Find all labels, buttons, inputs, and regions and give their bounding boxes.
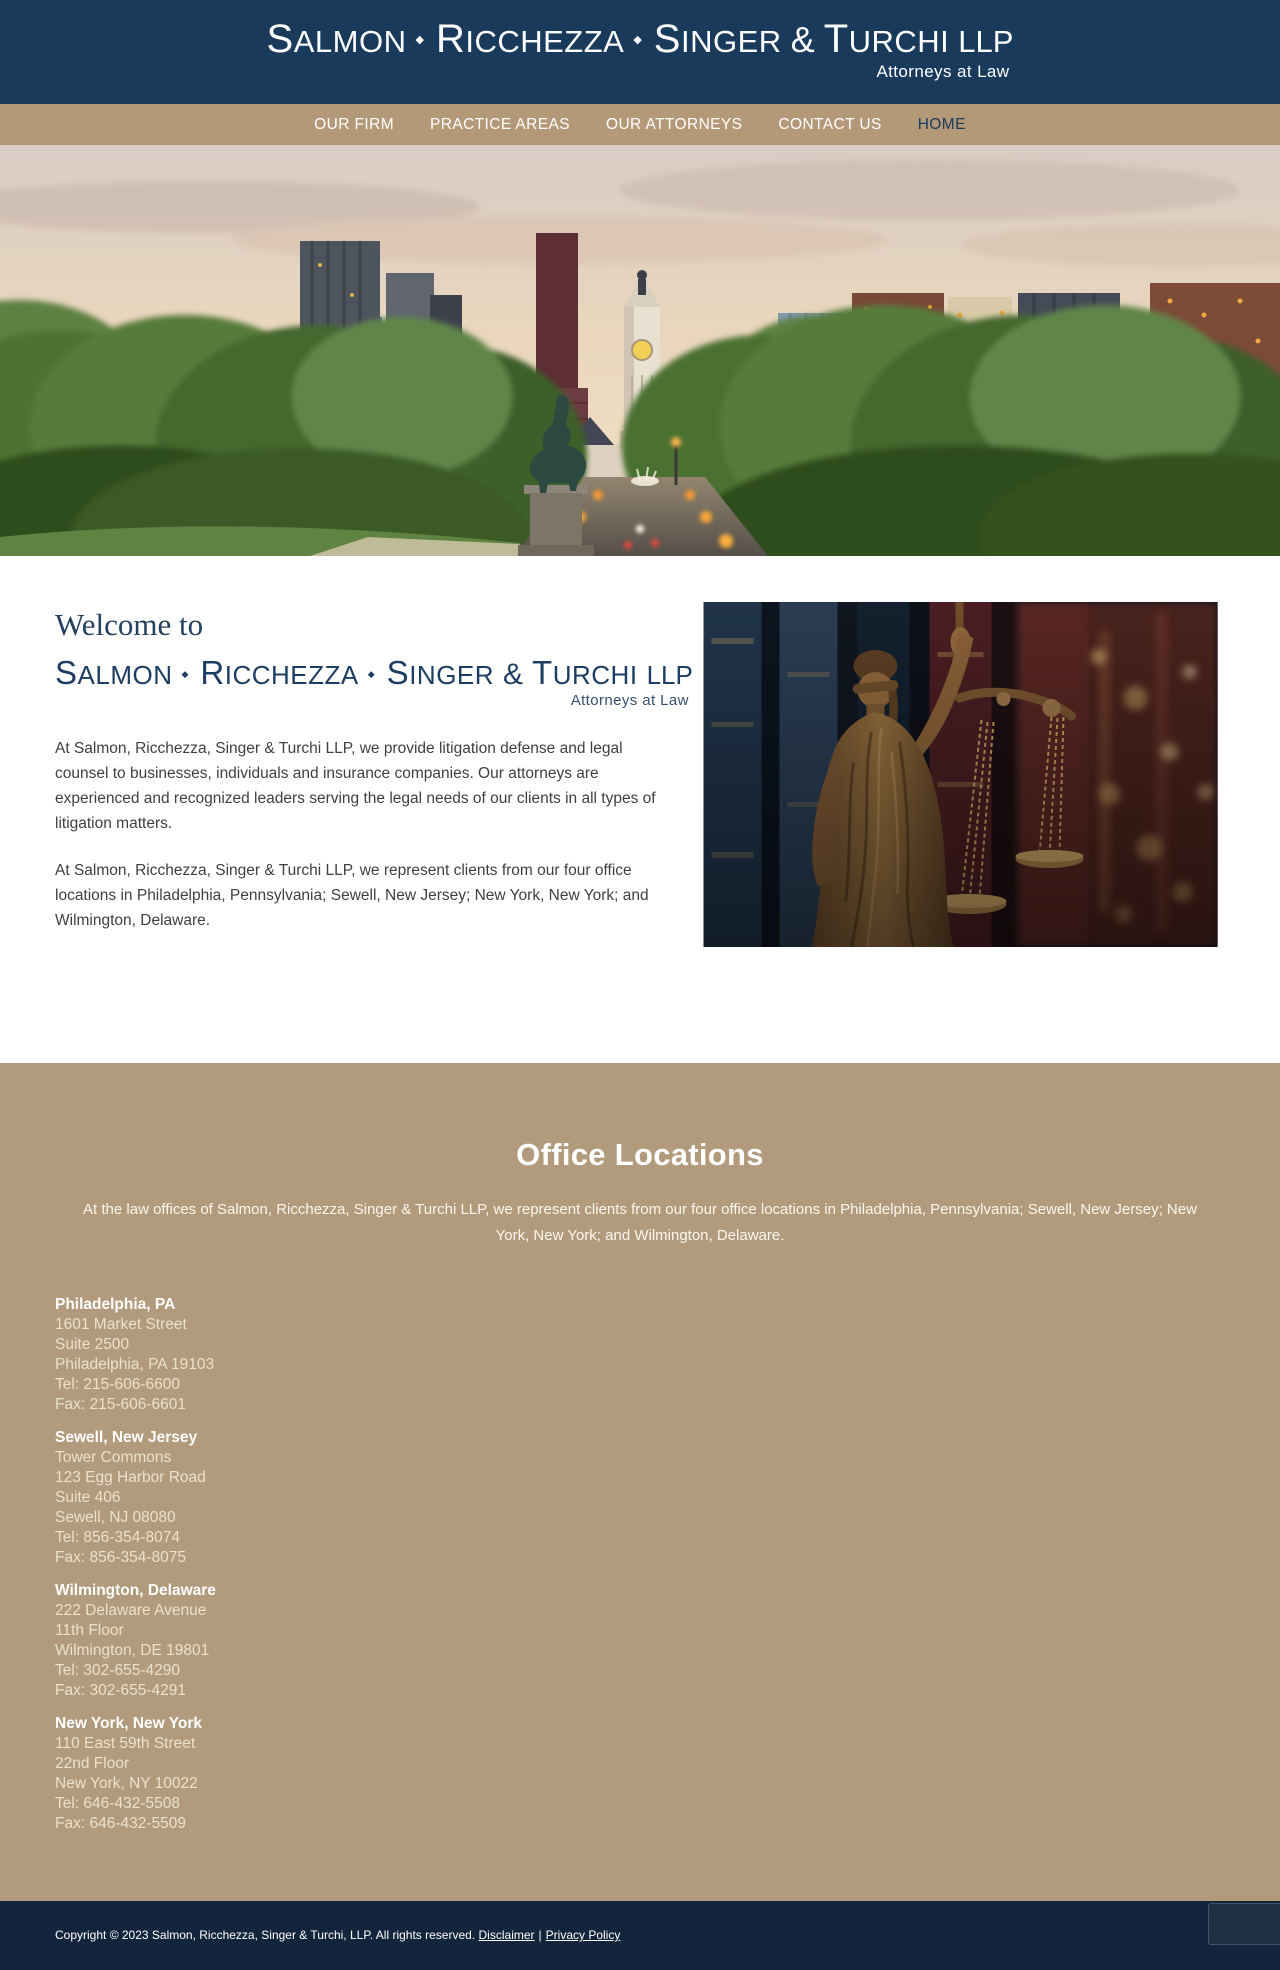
office-locations-intro: At the law offices of Salmon, Ricchezza, Singer & Turchi LLP, we represent clients from our four office locations in Philadelphia, Pennsylvania; Sewell, New Jersey; New York, New York; and Wilmington, Delaware.: [83, 1201, 1197, 1244]
office-name: Sewell, New Jersey: [55, 1429, 198, 1446]
firm-logo-navy: [55, 656, 693, 709]
office-locations-heading: Office Locations: [516, 1137, 764, 1172]
recaptcha-badge-placeholder[interactable]: [1208, 1903, 1280, 1945]
nav-item-contact-us[interactable]: CONTACT US: [778, 115, 882, 133]
firm-name: SALMON ◆ RICCHEZZA ◆ SINGER & TURCHI LLP: [55, 654, 693, 691]
office-locations-section: [0, 1063, 1280, 1901]
office-address-line: 22nd Floor: [55, 1755, 130, 1772]
office-phone: Tel: 302-655-4290: [55, 1662, 180, 1679]
welcome-section: [0, 556, 1280, 1063]
office-fax: Fax: 302-655-4291: [55, 1682, 186, 1699]
lady-justice-photo: [703, 602, 1218, 947]
office-address-line: 222 Delaware Avenue: [55, 1602, 207, 1619]
firm-logo: [267, 19, 1014, 82]
office-address-line: Wilmington, DE 19801: [55, 1642, 210, 1659]
office-fax: Fax: 646-432-5509: [55, 1815, 186, 1832]
office-philadelphia: [55, 1295, 1280, 1415]
office-address-line: 1601 Market Street: [55, 1316, 187, 1333]
site-footer: [0, 1901, 1280, 1970]
lady-justice-illustration: [703, 602, 1218, 947]
site-header: [0, 0, 1280, 104]
office-fax: Fax: 856-354-8075: [55, 1549, 186, 1566]
philadelphia-skyline-illustration: [0, 145, 1280, 556]
nav-item-practice-areas[interactable]: PRACTICE AREAS: [430, 115, 570, 133]
office-new-york: [55, 1714, 1280, 1834]
office-address-line: Sewell, NJ 08080: [55, 1509, 176, 1526]
office-name: New York, New York: [55, 1715, 203, 1732]
firm-name: SALMON ◆ RICCHEZZA ◆ SINGER & TURCHI LLP: [266, 17, 1014, 61]
welcome-text-column: [55, 607, 693, 933]
firm-tagline: Attorneys at Law: [876, 62, 1010, 81]
office-sewell: [55, 1428, 1280, 1568]
privacy-policy-link[interactable]: Privacy Policy: [545, 1928, 621, 1942]
welcome-paragraph-1: At Salmon, Ricchezza, Singer & Turchi LLP, we provide litigation defense and legal counsel to businesses, individuals and insurance companies. Our attorneys are experienced and recognized leaders serving the legal needs of our clients in all types of litigation matters.: [55, 740, 656, 832]
firm-tagline: Attorneys at Law: [570, 692, 689, 709]
office-name: Philadelphia, PA: [55, 1296, 176, 1313]
nav-item-our-attorneys[interactable]: OUR ATTORNEYS: [605, 115, 743, 133]
office-phone: Tel: 215-606-6600: [55, 1376, 180, 1393]
welcome-heading: Welcome to: [55, 607, 204, 642]
office-address-line: Suite 2500: [55, 1336, 130, 1353]
office-wilmington: [55, 1581, 1280, 1701]
office-location-list: [55, 1295, 1280, 1834]
hero-image: [0, 145, 1280, 556]
office-address-line: 11th Floor: [55, 1622, 124, 1639]
office-phone: Tel: 646-432-5508: [55, 1795, 180, 1812]
footer-text: [55, 1928, 1280, 1942]
office-phone: Tel: 856-354-8074: [55, 1529, 180, 1546]
office-address-line: New York, NY 10022: [55, 1775, 198, 1792]
office-address-line: 123 Egg Harbor Road: [55, 1469, 206, 1486]
office-fax: Fax: 215-606-6601: [55, 1396, 186, 1413]
main-nav: [0, 104, 1280, 145]
office-address-line: 110 East 59th Street: [55, 1735, 196, 1752]
nav-item-home[interactable]: HOME: [917, 115, 966, 133]
footer-separator: |: [538, 1928, 542, 1942]
office-address-line: Suite 406: [55, 1489, 121, 1506]
office-address-line: Philadelphia, PA 19103: [55, 1356, 215, 1373]
office-address-line: Tower Commons: [55, 1449, 172, 1466]
disclaimer-link[interactable]: Disclaimer: [478, 1928, 535, 1942]
copyright-text: Copyright © 2023 Salmon, Ricchezza, Singer & Turchi, LLP. All rights reserved.: [55, 1928, 476, 1942]
office-name: Wilmington, Delaware: [55, 1582, 216, 1599]
welcome-paragraph-2: At Salmon, Ricchezza, Singer & Turchi LLP, we represent clients from our four office locations in Philadelphia, Pennsylvania; Sewell, New Jersey; New York, New York; and Wilmington, Delaware.: [55, 862, 649, 929]
nav-item-our-firm[interactable]: OUR FIRM: [314, 115, 395, 133]
